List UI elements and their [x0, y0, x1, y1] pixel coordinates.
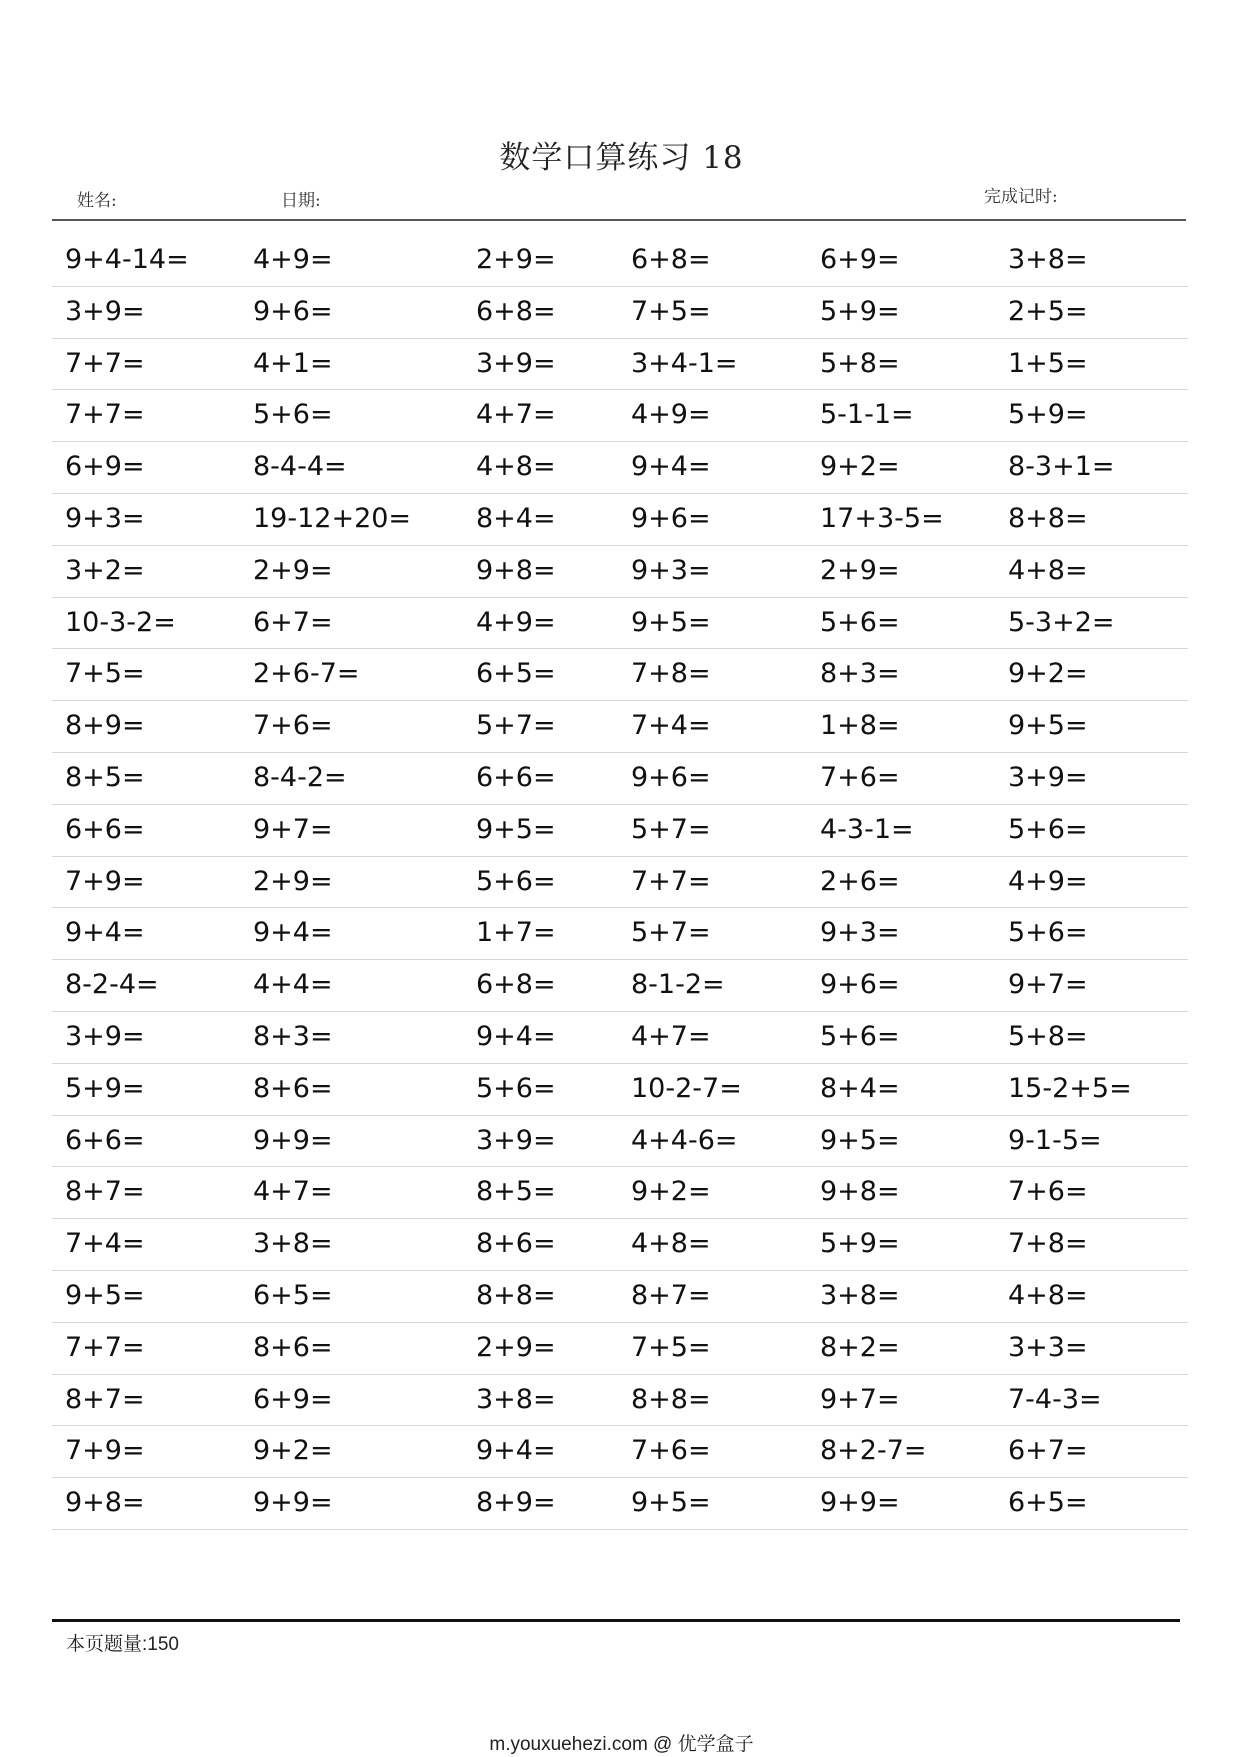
exercise-item: 5+6=: [820, 1020, 900, 1052]
exercise-item: 8+2=: [820, 1331, 900, 1363]
exercise-item: 5+9=: [820, 295, 900, 327]
page-title: 数学口算练习 18: [499, 140, 744, 176]
exercise-item: 5-3+2=: [1008, 606, 1115, 638]
exercise-row: [52, 1375, 1188, 1427]
exercise-item: 5+9=: [820, 1228, 900, 1260]
exercise-item: 8+7=: [631, 1279, 711, 1311]
exercise-item: 2+5=: [1008, 295, 1088, 327]
exercise-item: 5+6=: [1008, 813, 1088, 845]
exercise-item: 4+4=: [253, 969, 333, 1001]
exercise-item: 7+8=: [1008, 1228, 1088, 1260]
exercise-item: 8-1-2=: [631, 969, 725, 1001]
exercise-item: 9+5=: [820, 1124, 900, 1156]
exercise-item: 7+7=: [65, 1331, 145, 1363]
exercise-item: 5+6=: [820, 606, 900, 638]
exercise-item: 5+9=: [65, 1072, 145, 1104]
exercise-item: 5+8=: [1008, 1020, 1088, 1052]
exercise-item: 5+6=: [253, 399, 333, 431]
exercise-item: 4+8=: [1008, 554, 1088, 586]
exercise-item: 3+4-1=: [631, 347, 738, 379]
exercise-item: 6+8=: [476, 295, 556, 327]
exercise-item: 7-4-3=: [1008, 1383, 1102, 1415]
footer-divider: [52, 1619, 1180, 1622]
exercise-item: 6+6=: [65, 1124, 145, 1156]
exercise-item: 1+7=: [476, 917, 556, 949]
date-label: 日期:: [281, 191, 321, 211]
exercise-item: 3+8=: [253, 1228, 333, 1260]
exercise-item: 8-2-4=: [65, 969, 159, 1001]
exercise-item: 7+6=: [631, 1435, 711, 1467]
exercise-item: 5+7=: [631, 917, 711, 949]
exercise-item: 9+5=: [631, 606, 711, 638]
exercise-item: 6+9=: [253, 1383, 333, 1415]
exercise-row: [52, 339, 1188, 391]
exercise-item: 8+8=: [1008, 502, 1088, 534]
exercise-item: 9+4=: [65, 917, 145, 949]
exercise-item: 9+4=: [476, 1435, 556, 1467]
exercise-row: [52, 1012, 1188, 1064]
exercise-item: 9+7=: [253, 813, 333, 845]
exercise-item: 8+8=: [476, 1279, 556, 1311]
exercise-item: 6+9=: [820, 244, 900, 275]
exercise-item: 8+9=: [476, 1487, 556, 1519]
exercise-item: 8+7=: [65, 1176, 145, 1208]
exercise-item: 6+8=: [476, 969, 556, 1001]
exercise-item: 6+5=: [253, 1279, 333, 1311]
exercise-item: 4+9=: [631, 399, 711, 431]
exercise-item: 2+9=: [253, 865, 333, 897]
exercise-item: 7+4=: [631, 710, 711, 742]
exercise-item: 8+6=: [253, 1072, 333, 1104]
name-label: 姓名:: [77, 191, 117, 211]
exercise-item: 3+9=: [1008, 761, 1088, 793]
exercise-row: [52, 701, 1188, 753]
exercise-item: 7+6=: [820, 761, 900, 793]
exercise-item: 3+9=: [476, 347, 556, 379]
exercise-item: 8+9=: [65, 710, 145, 742]
exercise-item: 5+9=: [1008, 399, 1088, 431]
exercise-item: 8+4=: [476, 502, 556, 534]
exercise-item: 8+4=: [820, 1072, 900, 1104]
exercise-item: 19-12+20=: [253, 502, 412, 534]
exercise-item: 8-3+1=: [1008, 451, 1115, 483]
exercise-item: 9+4=: [631, 451, 711, 483]
exercise-item: 2+6=: [820, 865, 900, 897]
exercise-item: 4+8=: [631, 1228, 711, 1260]
exercise-item: 10-3-2=: [65, 606, 176, 638]
exercise-row: [52, 1116, 1188, 1168]
exercise-item: 9+2=: [1008, 658, 1088, 690]
exercise-item: 9-1-5=: [1008, 1124, 1102, 1156]
exercise-item: 17+3-5=: [820, 502, 944, 534]
exercise-item: 2+6-7=: [253, 658, 360, 690]
exercise-item: 9+5=: [631, 1487, 711, 1519]
exercise-item: 7+9=: [65, 1435, 145, 1467]
exercise-row: [52, 649, 1188, 701]
exercise-item: 9+9=: [820, 1487, 900, 1519]
exercise-item: 8+3=: [820, 658, 900, 690]
exercise-item: 8+6=: [253, 1331, 333, 1363]
exercise-row: [52, 1426, 1188, 1478]
exercise-item: 4+1=: [253, 347, 333, 379]
exercise-item: 7+7=: [631, 865, 711, 897]
exercise-item: 8+5=: [65, 761, 145, 793]
exercise-item: 9+6=: [631, 502, 711, 534]
exercise-item: 9+7=: [820, 1383, 900, 1415]
exercise-item: 7+7=: [65, 347, 145, 379]
exercise-item: 9+6=: [253, 295, 333, 327]
exercise-item: 9+7=: [1008, 969, 1088, 1001]
exercise-grid: [52, 235, 1188, 1530]
exercise-item: 4+4-6=: [631, 1124, 738, 1156]
exercise-item: 7+6=: [1008, 1176, 1088, 1208]
exercise-item: 6+6=: [476, 761, 556, 793]
exercise-item: 6+7=: [253, 606, 333, 638]
exercise-item: 9+9=: [253, 1124, 333, 1156]
exercise-row: [52, 1478, 1188, 1530]
exercise-row: [52, 805, 1188, 857]
exercise-item: 6+8=: [631, 244, 711, 275]
exercise-item: 9+8=: [476, 554, 556, 586]
exercise-item: 5+6=: [1008, 917, 1088, 949]
exercise-item: 1+5=: [1008, 347, 1088, 379]
exercise-item: 4+9=: [476, 606, 556, 638]
exercise-item: 8-4-2=: [253, 761, 347, 793]
exercise-item: 9+3=: [820, 917, 900, 949]
exercise-item: 9+2=: [820, 451, 900, 483]
exercise-item: 6+7=: [1008, 1435, 1088, 1467]
exercise-item: 9+2=: [253, 1435, 333, 1467]
exercise-item: 9+3=: [631, 554, 711, 586]
site-footer: m.youxuehezi.com @ 优学盒子: [489, 1734, 754, 1755]
exercise-row: [52, 598, 1188, 650]
exercise-item: 15-2+5=: [1008, 1072, 1132, 1104]
exercise-item: 9+9=: [253, 1487, 333, 1519]
exercise-item: 8+8=: [631, 1383, 711, 1415]
exercise-item: 7+4=: [65, 1228, 145, 1260]
exercise-row: [52, 494, 1188, 546]
exercise-item: 9+8=: [820, 1176, 900, 1208]
exercise-item: 4+8=: [476, 451, 556, 483]
exercise-item: 3+8=: [476, 1383, 556, 1415]
exercise-row: [52, 546, 1188, 598]
exercise-item: 7+7=: [65, 399, 145, 431]
exercise-row: [52, 1064, 1188, 1116]
exercise-item: 7+9=: [65, 865, 145, 897]
exercise-item: 9+4=: [253, 917, 333, 949]
exercise-item: 4+7=: [631, 1020, 711, 1052]
exercise-row: [52, 235, 1188, 287]
exercise-item: 6+9=: [65, 451, 145, 483]
exercise-item: 6+5=: [1008, 1487, 1088, 1519]
exercise-item: 4-3-1=: [820, 813, 914, 845]
exercise-item: 7+5=: [631, 1331, 711, 1363]
exercise-item: 9+4=: [476, 1020, 556, 1052]
exercise-item: 9+3=: [65, 502, 145, 534]
exercise-item: 2+9=: [476, 1331, 556, 1363]
exercise-item: 9+5=: [65, 1279, 145, 1311]
exercise-row: [52, 908, 1188, 960]
exercise-item: 5-1-1=: [820, 399, 914, 431]
exercise-item: 1+8=: [820, 710, 900, 742]
exercise-item: 3+2=: [65, 554, 145, 586]
exercise-item: 8+6=: [476, 1228, 556, 1260]
exercise-item: 5+6=: [476, 1072, 556, 1104]
exercise-item: 10-2-7=: [631, 1072, 742, 1104]
header-divider: [52, 219, 1186, 221]
time-label: 完成记时:: [984, 187, 1058, 207]
exercise-item: 5+7=: [476, 710, 556, 742]
exercise-item: 7+6=: [253, 710, 333, 742]
exercise-item: 8+5=: [476, 1176, 556, 1208]
exercise-item: 4+7=: [476, 399, 556, 431]
exercise-item: 8+2-7=: [820, 1435, 927, 1467]
exercise-row: [52, 390, 1188, 442]
exercise-item: 7+8=: [631, 658, 711, 690]
exercise-item: 5+8=: [820, 347, 900, 379]
exercise-item: 4+8=: [1008, 1279, 1088, 1311]
exercise-item: 3+9=: [65, 1020, 145, 1052]
exercise-row: [52, 960, 1188, 1012]
question-count: 本页题量:150: [66, 1634, 179, 1655]
exercise-item: 4+9=: [253, 244, 333, 275]
exercise-row: [52, 1219, 1188, 1271]
exercise-item: 2+9=: [820, 554, 900, 586]
exercise-item: 9+5=: [1008, 710, 1088, 742]
exercise-item: 2+9=: [476, 244, 556, 275]
exercise-item: 5+7=: [631, 813, 711, 845]
exercise-item: 6+5=: [476, 658, 556, 690]
exercise-item: 4+9=: [1008, 865, 1088, 897]
exercise-item: 9+2=: [631, 1176, 711, 1208]
exercise-item: 3+9=: [65, 295, 145, 327]
exercise-item: 5+6=: [476, 865, 556, 897]
exercise-item: 6+6=: [65, 813, 145, 845]
exercise-row: [52, 442, 1188, 494]
exercise-item: 2+9=: [253, 554, 333, 586]
exercise-item: 9+8=: [65, 1487, 145, 1519]
exercise-row: [52, 1323, 1188, 1375]
exercise-item: 4+7=: [253, 1176, 333, 1208]
exercise-item: 9+5=: [476, 813, 556, 845]
exercise-row: [52, 287, 1188, 339]
exercise-row: [52, 1271, 1188, 1323]
exercise-item: 7+5=: [631, 295, 711, 327]
exercise-item: 3+8=: [820, 1279, 900, 1311]
exercise-item: 9+6=: [631, 761, 711, 793]
exercise-item: 3+9=: [476, 1124, 556, 1156]
exercise-item: 3+3=: [1008, 1331, 1088, 1363]
exercise-item: 8+7=: [65, 1383, 145, 1415]
exercise-row: [52, 857, 1188, 909]
exercise-row: [52, 1167, 1188, 1219]
exercise-row: [52, 753, 1188, 805]
exercise-item: 9+4-14=: [65, 244, 189, 275]
exercise-item: 9+6=: [820, 969, 900, 1001]
exercise-item: 8+3=: [253, 1020, 333, 1052]
exercise-item: 8-4-4=: [253, 451, 347, 483]
exercise-item: 7+5=: [65, 658, 145, 690]
exercise-item: 3+8=: [1008, 244, 1088, 275]
